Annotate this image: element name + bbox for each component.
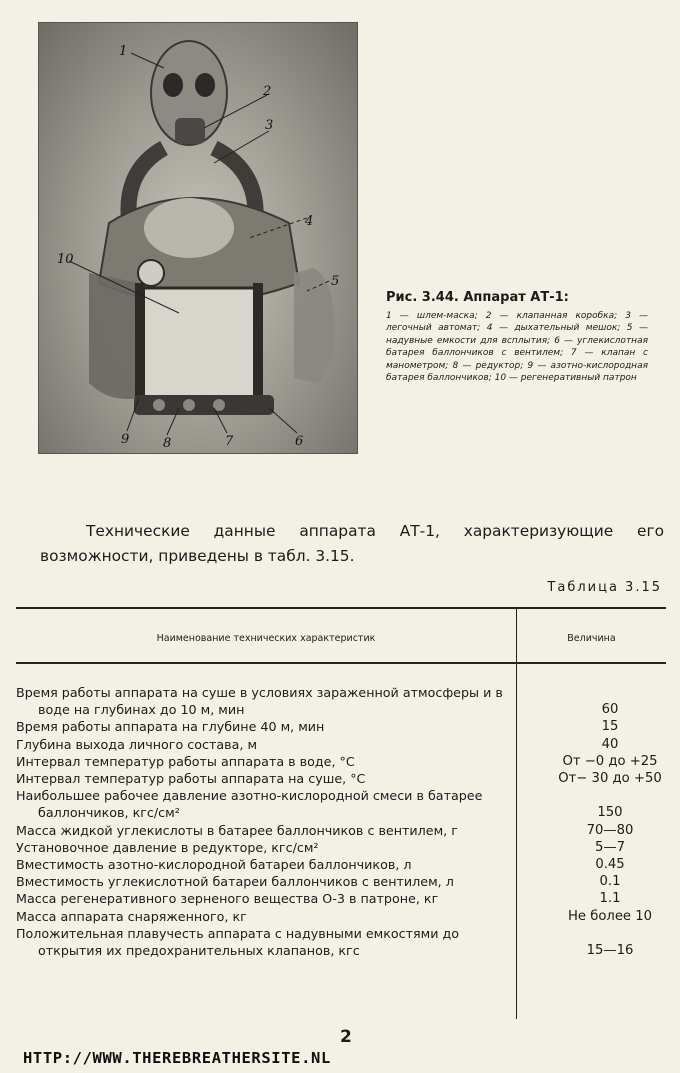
table-row [16, 753, 666, 770]
row-name: Масса аппарата снаряженного, кг [16, 908, 247, 924]
row-name: Интервал температур работы аппарата в воде, °С [16, 753, 355, 769]
table-row [16, 890, 666, 907]
row-value: От− 30 до +50 [558, 771, 662, 787]
row-value: 1.1 [599, 891, 621, 907]
table-row [16, 856, 666, 873]
table-label: Таблица 3.15 [547, 580, 662, 595]
row-name: Вместимость азотно-кислородной батареи баллончиков, л [16, 857, 412, 873]
callout-4: 4 [305, 214, 314, 229]
row-name: Масса регенеративного зерненого вещества О-3 в патроне, кг [16, 891, 439, 907]
table-row [16, 787, 666, 821]
table-row [16, 925, 666, 959]
row-value: Не более 10 [567, 908, 653, 924]
apparatus-photo [38, 22, 358, 454]
table-row [16, 822, 666, 839]
footer-url-link[interactable]: HTTP://WWW.THEREBREATHERSITE.NL [23, 1049, 331, 1067]
callout-7: 7 [225, 434, 234, 449]
table-row [16, 736, 666, 753]
row-name: Установочное давление в редукторе, кгс/см² [16, 839, 319, 855]
table-row [16, 839, 666, 856]
row-name: Наибольшее рабочее давление азотно-кислородной смеси в батарее баллончиков, кгс/см² [16, 788, 483, 821]
callout-10: 10 [57, 252, 74, 267]
caption-body: 1 — шлем-маска; 2 — клапанная коробка; 3 — легочный автомат; 4 — дыхательный мешок; 5 — надувные емкости для всплытия; 6 — углекислотная батарея баллончиков с вентилем; 7 — клапан с манометром; 8 — редуктор; 9 — азотно-кислородная батарея баллончиков; 10 — регенеративный патрон [386, 311, 648, 384]
row-value: 15 [601, 719, 619, 735]
table-row [16, 908, 666, 925]
table-row [16, 718, 666, 735]
callout-5: 5 [331, 274, 340, 289]
table-row [16, 684, 666, 718]
caption-title: Рис. 3.44. Аппарат АТ-1: [386, 290, 569, 305]
row-name: Время работы аппарата на глубине 40 м, мин [16, 719, 325, 735]
table-row [16, 770, 666, 787]
row-name: Положительная плавучесть аппарата с надувными емкостями до открытия их предохранительных клапанов, кгс [16, 925, 460, 959]
table-top-rule [16, 607, 666, 609]
row-value: 5—7 [595, 839, 625, 855]
callout-8: 8 [163, 436, 172, 451]
row-value: 0.45 [595, 857, 625, 873]
callout-6: 6 [295, 434, 304, 449]
callout-1: 1 [119, 44, 128, 59]
row-name: Масса жидкой углекислоты в батарее баллончиков с вентилем, г [16, 822, 458, 838]
table-body [16, 684, 666, 959]
row-value: От −0 до +25 [562, 753, 658, 769]
figure-caption [386, 290, 648, 384]
row-name: Время работы аппарата на суше в условиях зараженной атмосферы и в воде на глубинах до 10 м, мин [16, 685, 503, 718]
callout-3: 3 [265, 118, 274, 133]
column-header-value: Величина [567, 632, 616, 644]
intro-paragraph: Технические данные аппарата АТ-1, характеризующие его возможности, приведены в табл. 3.15. [40, 522, 664, 565]
row-value: 40 [601, 736, 619, 752]
row-value: 0.1 [599, 874, 621, 890]
callout-2: 2 [263, 84, 272, 99]
callout-9: 9 [121, 432, 130, 447]
row-name: Интервал температур работы аппарата на суше, °С [16, 771, 366, 787]
row-value: 150 [597, 805, 623, 821]
row-name: Вместимость углекислотной батареи баллончиков с вентилем, л [16, 874, 454, 890]
row-value: 60 [601, 702, 619, 718]
row-value: 15—16 [586, 943, 634, 959]
row-value: 70—80 [586, 822, 634, 838]
apparatus-illustration [39, 23, 357, 453]
column-header-name: Наименование технических характеристик [156, 632, 376, 644]
table-row [16, 873, 666, 890]
page-number: 2 [340, 1027, 352, 1047]
row-name: Глубина выхода личного состава, м [16, 736, 258, 752]
table-header-rule [16, 662, 666, 664]
